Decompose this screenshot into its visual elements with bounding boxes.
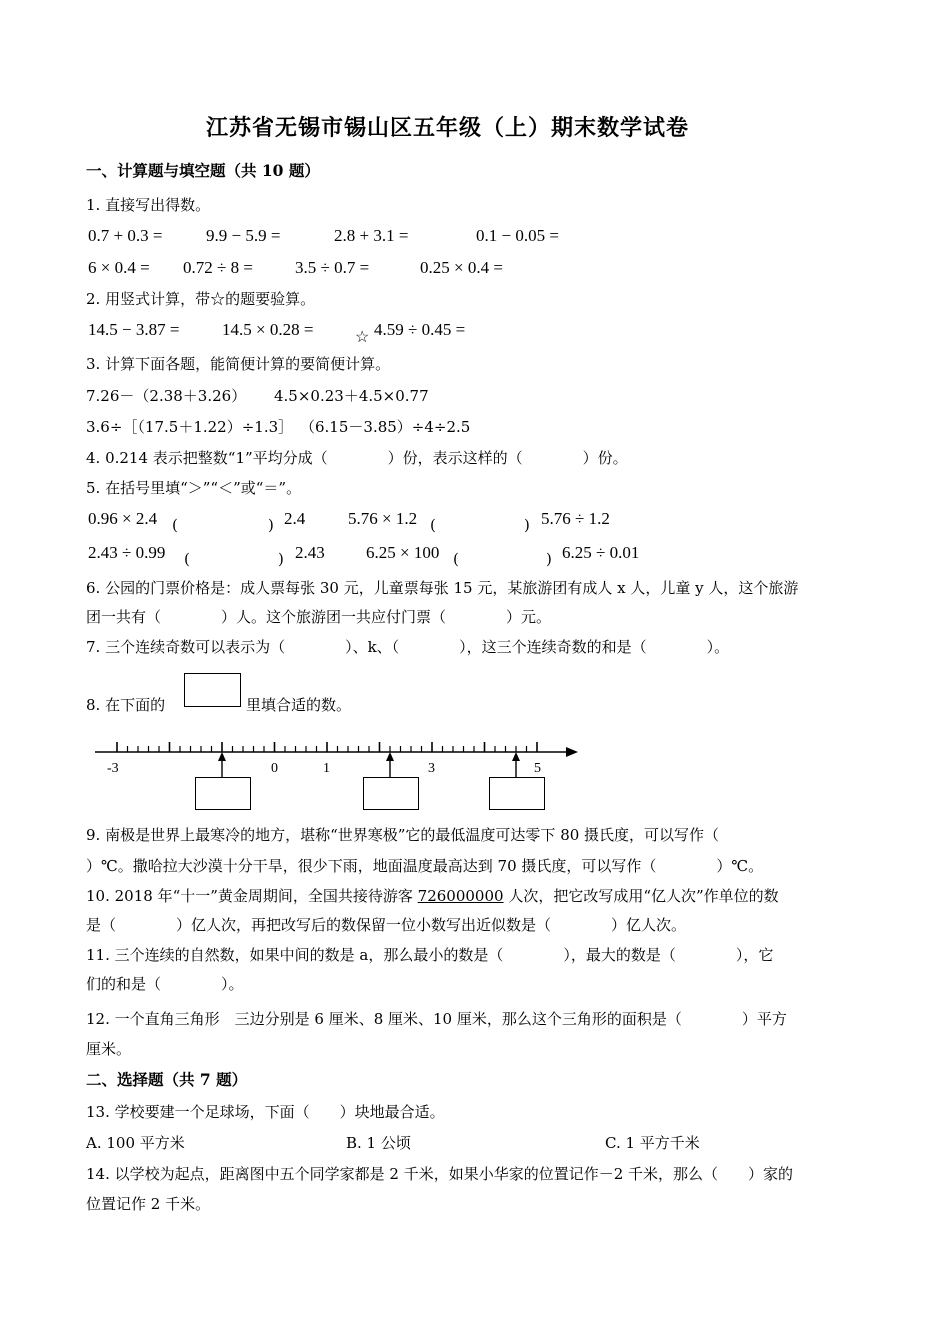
q5-expr: 6.25 ÷ 0.01 [562, 543, 640, 562]
q10-text: 人次，把它改写成用“亿人次”作单位的数 [503, 887, 779, 905]
pointer-arrow-2 [386, 752, 394, 778]
tick-label: 5 [534, 761, 541, 776]
question-3-stem: 3. 计算下面各题，能简便计算的要简便计算。 [86, 355, 391, 373]
q5-paren: ( [453, 550, 459, 568]
q1-expr: 6 × 0.4 = [88, 258, 150, 277]
q5-expr: 2.43 [295, 543, 325, 562]
q2-expr: 14.5 × 0.28 = [222, 320, 314, 339]
q1-expr: 0.25 × 0.4 = [420, 258, 503, 277]
q2-expr: 14.5 − 3.87 = [88, 320, 180, 339]
page-title: 江苏省无锡市锡山区五年级（上）期末数学试卷 [206, 115, 690, 141]
q1-expr: 3.5 ÷ 0.7 = [295, 258, 370, 277]
section-heading-choice: 二、选择题（共 7 题） [86, 1070, 248, 1089]
tick-label: 1 [323, 761, 330, 776]
q1-expr: 2.8 + 3.1 = [334, 226, 409, 245]
q10-number: 726000000 [417, 887, 504, 905]
question-11-line: 们的和是（ ）。 [86, 975, 244, 993]
option-c[interactable]: C. 1 平方千米 [605, 1134, 700, 1152]
question-2-stem: 2. 用竖式计算，带☆的题要验算。 [86, 290, 316, 308]
tick-label: 3 [428, 761, 435, 776]
q5-expr: 5.76 ÷ 1.2 [541, 509, 610, 528]
question-13-stem: 13. 学校要建一个足球场，下面（ ）块地最合适。 [86, 1103, 445, 1121]
q5-expr: 2.43 ÷ 0.99 [88, 543, 166, 562]
question-14-line: 位置记作 2 千米。 [86, 1195, 211, 1213]
q3-expr: （6.15－3.85）÷4÷2.5 [300, 418, 471, 436]
question-6-line: 6. 公园的门票价格是：成人票每张 30 元，儿童票每张 15 元，某旅游团有成人 x 人，儿童 y 人，这个旅游 [86, 579, 799, 597]
question-12-line: 12. 一个直角三角形 三边分别是 6 厘米、8 厘米、10 厘米，那么这个三角形的面积是（ ）平方 [86, 1010, 787, 1028]
option-a[interactable]: A. 100 平方米 [86, 1134, 185, 1152]
q5-paren: ( [430, 516, 436, 534]
question-6-line: 团一共有（ ）人。这个旅游团一共应付门票（ ）元。 [86, 608, 552, 626]
question-10-line: 是（ ）亿人次，再把改写后的数保留一位小数写出近似数是（ ）亿人次。 [86, 916, 687, 934]
question-8-stem-end: 里填合适的数。 [246, 696, 352, 714]
q5-paren: ) [278, 550, 284, 568]
question-11-line: 11. 三个连续的自然数，如果中间的数是 a，那么最小的数是（ ），最大的数是（ ），它 [86, 946, 774, 964]
q5-expr: 0.96 × 2.4 [88, 509, 158, 528]
answer-box[interactable] [363, 777, 419, 810]
number-line-ticks [117, 742, 537, 752]
q5-paren: ) [268, 516, 274, 534]
section-heading-calc: 一、计算题与填空题（共 10 题） [86, 161, 320, 180]
answer-box-sample [184, 673, 241, 707]
question-4: 4. 0.214 表示把整数“1”平均分成（ ）份，表示这样的（ ）份。 [86, 449, 628, 467]
question-5-stem: 5. 在括号里填“＞”“＜”或“＝”。 [86, 479, 302, 497]
question-14-line: 14. 以学校为起点，距离图中五个同学家都是 2 千米，如果小华家的位置记作－2 千米，那么（ ）家的 [86, 1165, 794, 1183]
tick-label: -3 [107, 761, 119, 776]
answer-box[interactable] [195, 777, 251, 810]
q5-expr: 6.25 × 100 [366, 543, 440, 562]
q5-expr: 2.4 [284, 509, 306, 528]
q1-expr: 0.1 − 0.05 = [476, 226, 559, 245]
q1-expr: 0.7 + 0.3 = [88, 226, 163, 245]
tick-label: 0 [271, 761, 278, 776]
question-10-line [86, 886, 779, 906]
question-1-stem: 1. 直接写出得数。 [86, 196, 211, 214]
question-12-line: 厘米。 [86, 1040, 132, 1058]
q5-paren: ( [184, 550, 190, 568]
q5-paren: ) [524, 516, 530, 534]
pointer-arrow-1 [218, 752, 226, 778]
star-icon: ☆ [355, 327, 370, 346]
q3-expr: 4.5×0.23＋4.5×0.77 [274, 387, 429, 405]
q5-paren: ) [546, 550, 552, 568]
q10-text: 10. 2018 年“十一”黄金周期间，全国共接待游客 [86, 887, 418, 905]
answer-box[interactable] [489, 777, 545, 810]
option-b[interactable]: B. 1 公顷 [346, 1134, 411, 1152]
question-9-line: 9. 南极是世界上最寒冷的地方，堪称“世界寒极”它的最低温度可达零下 80 摄氏度，可以写作（ [86, 826, 720, 844]
q3-expr: 7.26－（2.38＋3.26） [86, 387, 247, 405]
number-line-arrow-icon [566, 747, 578, 757]
q5-expr: 5.76 × 1.2 [348, 509, 418, 528]
q5-paren: ( [172, 516, 178, 534]
pointer-arrow-3 [512, 752, 520, 778]
q1-expr: 0.72 ÷ 8 = [183, 258, 253, 277]
q1-expr: 9.9 − 5.9 = [206, 226, 281, 245]
q3-expr: 3.6÷［（17.5＋1.22）÷1.3］ [86, 418, 294, 436]
q2-expr: 4.59 ÷ 0.45 = [374, 320, 466, 339]
question-7: 7. 三个连续奇数可以表示为（ ）、k、（ ），这三个连续奇数的和是（ ）。 [86, 638, 730, 656]
question-9-line: ）℃。撒哈拉大沙漠十分干旱，很少下雨，地面温度最高达到 70 摄氏度，可以写作（ ）℃。 [86, 857, 764, 875]
question-8-stem: 8. 在下面的 [86, 696, 166, 714]
